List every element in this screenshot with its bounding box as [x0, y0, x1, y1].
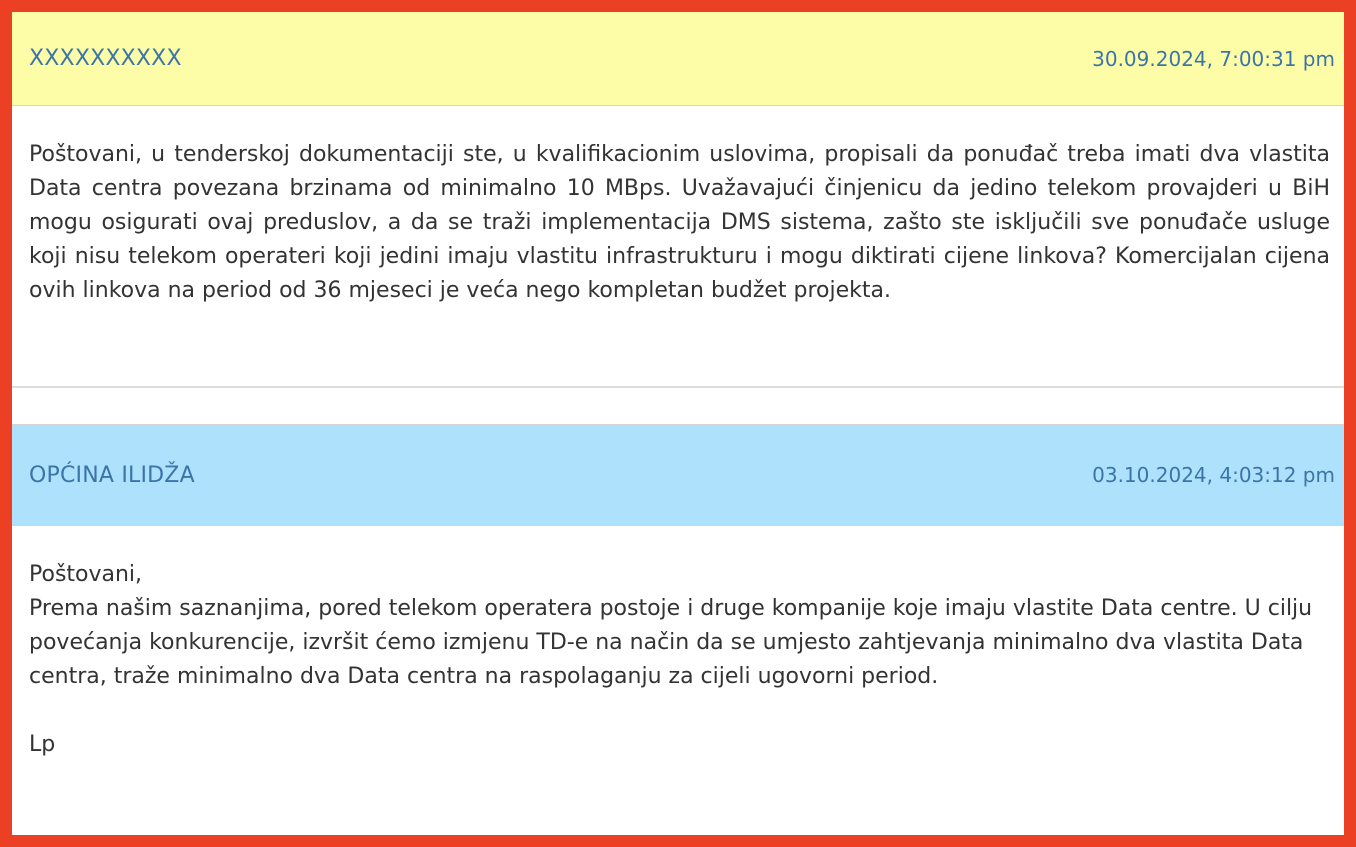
answer-timestamp: 03.10.2024, 4:03:12 pm [1092, 463, 1335, 487]
message-divider [12, 386, 1344, 388]
question-body: Poštovani, u tenderskoj dokumentaciji ste, u kvalifikacionim uslovima, propisali da ponuđač treba imati dva vlastita Data centra povezana brzinama od minimalno 10 MBps. Uvažavajući činjenicu da jedino telekom provajderi u BiH mogu osigurati ovaj preduslov, a da se traži implementacija DMS sistema, zašto ste isključili sve ponuđače usluge koji nisu telekom operateri koji jedini imaju vlastitu infrastrukturu i mogu diktirati cijene linkova? Komercijalan cijena ovih linkova na period od 36 mjeseci je veća nego kompletan budžet projekta. [29, 142, 1330, 303]
question-timestamp: 30.09.2024, 7:00:31 pm [1092, 46, 1335, 71]
answer-header [12, 424, 1344, 526]
answer-author: OPĆINA ILIDŽA [29, 462, 195, 488]
question-author: XXXXXXXXXX [29, 46, 182, 71]
answer-body: Poštovani, Prema našim saznanjima, pored telekom operatera postoje i druge kompanije koje imaju vlastite Data centre. U cilju povećanja konkurencije, izvršit ćemo izmjenu TD-e na način da se umjesto zahtjevanja minimalno dva vlastita Data centra, traže minimalno dva Data centra na raspolaganju za cijeli ugovorni period. Lp [29, 562, 1313, 757]
question-header [12, 12, 1344, 106]
